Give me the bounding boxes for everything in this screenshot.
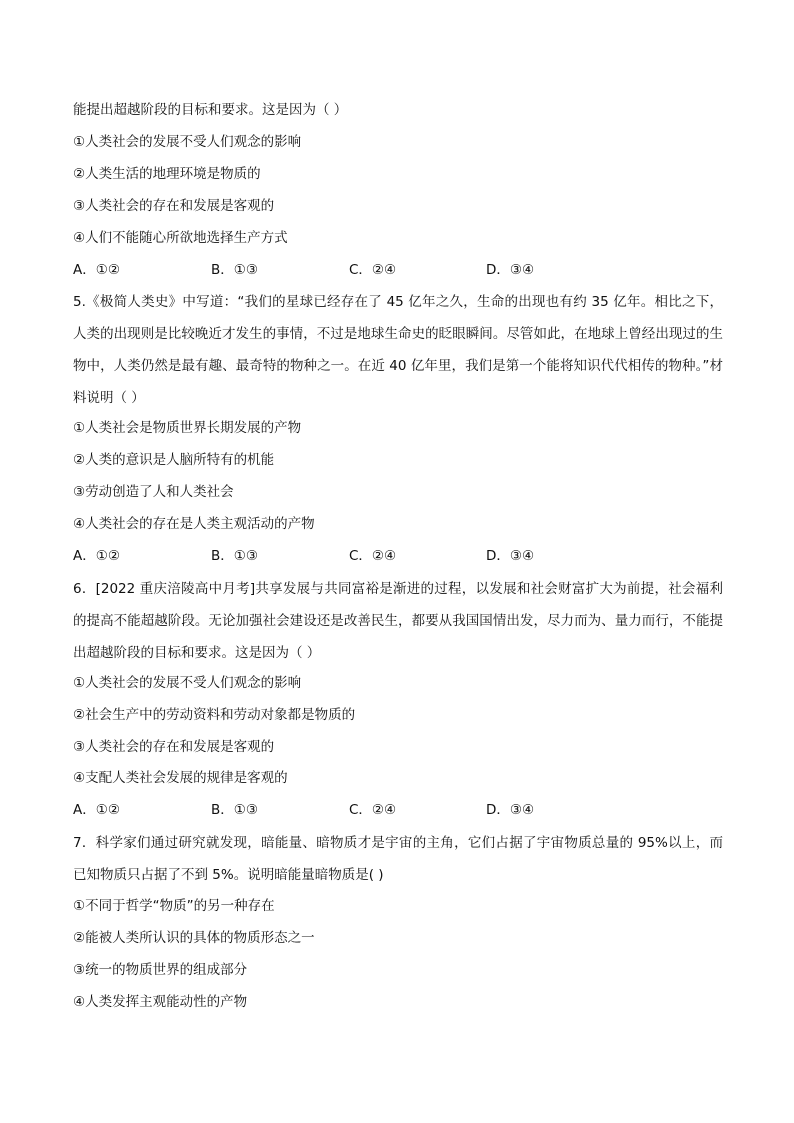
q7-option-4: ④人类发挥主观能动性的产物 <box>73 994 248 1010</box>
q4-choice-b: B．①③ <box>211 262 258 278</box>
question-5-stem: 5.《极简人类史》中写道：“我们的星球已经存在了 45 亿年之久，生命的出现也有约 35 亿年。相比之下，人类的出现则是比较晚近才发生的事情，不过是地球生命史的眨眼瞬间。尽管如此，在地球上曾经出现过的生物中，人类仍然是最有趣、最奇特的物种之一。在近 40 亿年里，我们是第一个能将知识代代相传的物种。”材料说明（ ） <box>73 294 723 406</box>
question-6-stem: 6．[2022 重庆涪陵高中月考]共享发展与共同富裕是渐进的过程，以发展和社会财富扩大为前提，社会福利的提高不能超越阶段。无论加强社会建设还是改善民生，都要从我国国情出发，尽力而为、量力而行，不能提出超越阶段的目标和要求。这是因为（ ） <box>73 581 723 661</box>
q5-choice-a: A．①② <box>73 548 120 564</box>
q7-option-1: ①不同于哲学“物质”的另一种存在 <box>73 898 275 914</box>
q5-option-4: ④人类社会的存在是人类主观活动的产物 <box>73 516 315 532</box>
q4-option-2: ②人类生活的地理环境是物质的 <box>73 166 261 182</box>
q6-option-3: ③人类社会的存在和发展是客观的 <box>73 739 275 755</box>
question-7-stem: 7．科学家们通过研究就发现，暗能量、暗物质才是宇宙的主角，它们占据了宇宙物质总量的 95%以上，而已知物质只占据了不到 5%。说明暗能量暗物质是( ) <box>73 835 723 883</box>
q5-option-1: ①人类社会是物质世界长期发展的产物 <box>73 420 302 436</box>
q4-option-4: ④人们不能随心所欲地选择生产方式 <box>73 230 288 246</box>
q4-choice-c: C．②④ <box>349 262 397 278</box>
question-4-continuation: 能提出超越阶段的目标和要求。这是因为（ ） <box>73 102 348 118</box>
q7-option-2: ②能被人类所认识的具体的物质形态之一 <box>73 930 315 946</box>
q6-option-4: ④支配人类社会发展的规律是客观的 <box>73 770 288 786</box>
q6-choice-b: B．①③ <box>211 802 258 818</box>
q6-choice-d: D．③④ <box>486 802 535 818</box>
q6-option-2: ②社会生产中的劳动资料和劳动对象都是物质的 <box>73 707 356 723</box>
q4-choice-d: D．③④ <box>486 262 535 278</box>
q5-option-2: ②人类的意识是人脑所特有的机能 <box>73 452 275 468</box>
q6-choice-c: C．②④ <box>349 802 397 818</box>
q6-option-1: ①人类社会的发展不受人们观念的影响 <box>73 675 302 691</box>
q5-choice-d: D．③④ <box>486 548 535 564</box>
q6-answer-choices <box>73 800 723 820</box>
q4-answer-choices <box>73 260 723 280</box>
q7-option-3: ③统一的物质世界的组成部分 <box>73 962 248 978</box>
q6-choice-a: A．①② <box>73 802 120 818</box>
q5-option-3: ③劳动创造了人和人类社会 <box>73 484 234 500</box>
q5-choice-c: C．②④ <box>349 548 397 564</box>
q5-choice-b: B．①③ <box>211 548 258 564</box>
q4-option-1: ①人类社会的发展不受人们观念的影响 <box>73 134 302 150</box>
q4-choice-a: A．①② <box>73 262 120 278</box>
q5-answer-choices <box>73 546 723 566</box>
q4-option-3: ③人类社会的存在和发展是客观的 <box>73 198 275 214</box>
